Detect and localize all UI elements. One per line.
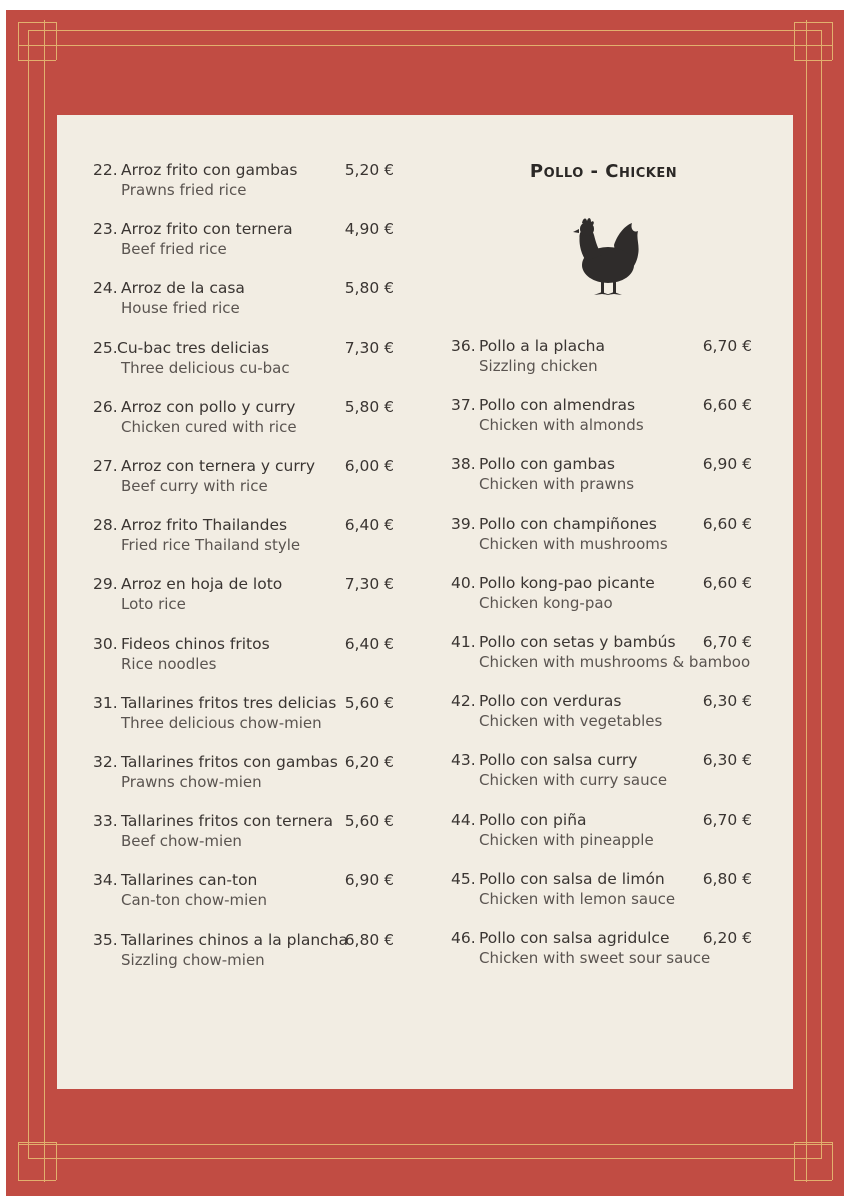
item-name: Pollo con salsa de limón [479,869,665,888]
item-description: Chicken with vegetables [479,712,663,731]
item-price: 6,30 € [702,692,752,711]
frame-line [44,20,45,1182]
item-name: Pollo con setas y bambús [479,633,676,651]
item-description: Loto rice [121,595,186,614]
item-name: Tallarines fritos con ternera [121,812,333,831]
menu-item [93,574,398,624]
menu-item [93,160,398,210]
item-price: 6,60 € [702,396,752,415]
item-name: Tallarines can-ton [121,871,258,890]
frame-line [56,1142,57,1180]
item-price: 6,80 € [702,869,752,888]
item-name: Arroz con ternera y curry [121,457,315,475]
frame-line [18,22,56,23]
item-description: Prawns chow-mien [121,773,262,791]
menu-item [93,456,398,506]
item-name: Arroz en hoja de loto [121,575,283,594]
item-number: 25. [93,338,118,357]
item-price: 6,70 € [702,810,752,829]
item-number: 26. [93,397,118,416]
item-number: 33. [93,812,118,831]
item-number: 31. [93,693,118,712]
item-name: Tallarines fritos tres delicias [121,693,337,712]
item-name: Tallarines chinos a la plancha [121,930,348,949]
item-name: Arroz de la casa [121,279,245,298]
frame-line [28,1158,822,1159]
item-number: 37. [451,396,476,415]
item-price: 5,60 € [344,812,394,831]
frame-line [28,30,29,1159]
menu-item [93,930,398,980]
item-price: 6,60 € [702,514,752,533]
item-name: Tallarines fritos con gambas [121,753,338,771]
item-number: 36. [451,337,476,355]
item-description: Sizzling chow-mien [121,950,265,969]
frame-line [821,30,822,1159]
item-number: 24. [93,279,118,298]
menu-item [451,632,756,682]
item-name: Arroz frito Thailandes [121,516,288,535]
menu-item [93,338,398,388]
item-name: Cu-bac tres delicias [117,338,270,357]
item-price: 6,70 € [702,633,752,651]
menu-item [93,219,398,269]
frame-line [18,1180,56,1181]
item-description: Chicken cured with rice [121,417,297,436]
menu-item [451,395,756,445]
item-price: 7,30 € [344,338,394,357]
frame-line [794,1142,795,1180]
frame-line [18,1142,19,1180]
menu-item [93,397,398,447]
frame-line [794,22,832,23]
frame-line [794,60,832,61]
item-price: 6,00 € [344,457,394,475]
item-name: Pollo con salsa agridulce [479,929,670,947]
item-number: 44. [451,810,476,829]
menu-item [93,870,398,920]
item-price: 6,30 € [702,751,752,770]
item-description: Chicken with sweet sour sauce [479,949,711,967]
item-number: 35. [93,930,118,949]
item-number: 30. [93,634,118,653]
item-number: 42. [451,692,476,711]
item-description: Chicken with mushrooms & bamboo [479,653,751,671]
menu-item [451,454,756,504]
item-number: 22. [93,161,118,179]
item-description: Sizzling chicken [479,357,598,375]
item-price: 6,40 € [344,634,394,653]
menu-item [93,693,398,743]
item-price: 6,80 € [344,930,394,949]
item-description: Can-ton chow-mien [121,891,268,910]
frame-line [18,1144,832,1145]
frame-line [56,22,57,60]
menu-item [451,514,756,564]
menu-item [93,278,398,328]
item-number: 27. [93,457,118,475]
item-name: Pollo con salsa curry [479,751,638,770]
chicken-icon [568,215,644,303]
item-description: Chicken kong-pao [479,593,613,612]
item-price: 5,20 € [344,161,394,179]
item-description: Chicken with lemon sauce [479,889,676,908]
item-number: 43. [451,751,476,770]
item-number: 28. [93,516,118,535]
item-name: Arroz con pollo y curry [121,397,296,416]
frame-line [18,1142,56,1143]
menu-item [93,634,398,684]
item-description: Chicken with pineapple [479,830,654,849]
item-number: 32. [93,753,118,771]
item-description: House fried rice [121,299,240,318]
menu-item [93,752,398,802]
item-number: 40. [451,573,476,592]
item-price: 7,30 € [344,575,394,594]
frame-line [18,45,832,46]
item-price: 6,70 € [702,337,752,355]
frame-line [832,1142,833,1180]
menu-item [451,336,756,386]
item-number: 39. [451,514,476,533]
section-title: Pollo - Chicken [529,161,678,182]
item-name: Pollo con champiñones [479,514,657,533]
item-number: 38. [451,455,476,474]
item-price: 6,20 € [702,929,752,947]
item-description: Fried rice Thailand style [121,536,301,555]
menu-item [451,691,756,741]
item-description: Chicken with almonds [479,416,644,435]
item-price: 6,90 € [702,455,752,474]
frame-line [832,22,833,60]
item-name: Pollo kong-pao picante [479,573,655,592]
item-number: 41. [451,633,476,651]
frame-line [18,60,56,61]
menu-item [451,928,756,978]
frame-line [794,22,795,60]
item-description: Prawns fried rice [121,181,247,199]
menu-item [451,750,756,800]
item-description: Three delicious chow-mien [121,713,322,732]
item-name: Pollo con verduras [479,692,622,711]
item-number: 45. [451,869,476,888]
item-description: Beef curry with rice [121,477,268,495]
item-price: 5,60 € [344,693,394,712]
item-name: Arroz frito con gambas [121,161,298,179]
item-name: Pollo a la placha [479,337,605,355]
frame-line [806,20,807,1182]
item-description: Rice noodles [121,654,217,673]
frame-line [794,1180,832,1181]
item-price: 5,80 € [344,279,394,298]
item-name: Pollo con almendras [479,396,636,415]
item-price: 6,60 € [702,573,752,592]
frame-line [28,30,822,31]
item-description: Chicken with mushrooms [479,534,668,553]
menu-item [451,869,756,919]
menu-item [93,811,398,861]
item-name: Arroz frito con ternera [121,220,293,239]
item-description: Beef chow-mien [121,832,242,851]
item-price: 5,80 € [344,397,394,416]
menu-item [451,573,756,623]
item-description: Chicken with prawns [479,475,635,494]
frame-line [794,1142,832,1143]
item-price: 6,40 € [344,516,394,535]
item-description: Three delicious cu-bac [121,358,290,377]
item-description: Beef fried rice [121,240,227,259]
item-price: 6,20 € [344,753,394,771]
item-number: 46. [451,929,476,947]
frame-line [18,22,19,60]
item-name: Pollo con gambas [479,455,615,474]
menu-item [93,515,398,565]
item-price: 6,90 € [344,871,394,890]
item-name: Pollo con piña [479,810,587,829]
item-description: Chicken with curry sauce [479,771,668,790]
item-number: 23. [93,220,118,239]
menu-item [451,810,756,860]
item-price: 4,90 € [344,220,394,239]
item-name: Fideos chinos fritos [121,634,270,653]
item-number: 34. [93,871,118,890]
item-number: 29. [93,575,118,594]
